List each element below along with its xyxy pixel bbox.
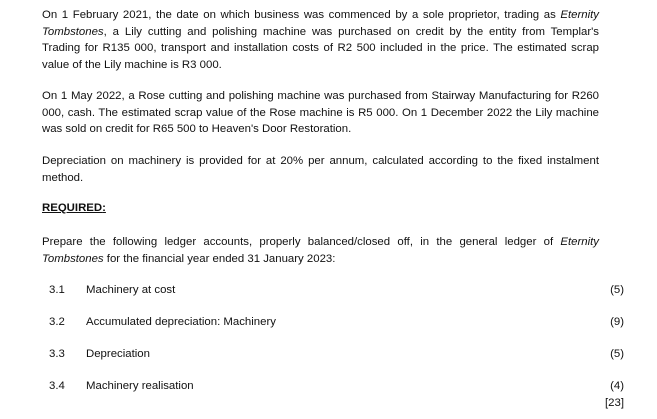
task-marks: (5) [610,284,624,296]
instruction-business-name: Eternity Tombstones [42,236,599,265]
depreciation-policy-paragraph: Depreciation on machinery is provided for at 20% per annum, calculated according to the fixed instalment method. [42,155,599,184]
task-marks: (5) [610,348,624,360]
task-item [0,348,657,364]
task-marks: (4) [610,380,624,392]
task-number: 3.1 [49,284,65,296]
task-label: Machinery at cost [86,284,176,296]
task-number: 3.4 [49,380,65,392]
total-marks: [23] [605,397,624,409]
scenario-paragraph-2: On 1 May 2022, a Rose cutting and polishing machine was purchased from Stairway Manufacturing for R260 000, cash. The estimated scrap value of the Rose machine is R5 000. On 1 December 2022 the Lily machine was sold on credit for R65 500 to Heaven's Door Restoration. [42,90,599,135]
instruction-text-end: for the financial year ended 31 January 2023: [103,252,336,265]
task-item [0,284,657,300]
p1-text-start: On 1 February 2021, the date on which business was commenced by a sole proprietor, trading as [42,9,561,21]
required-heading-text: REQUIRED [42,202,103,214]
task-item [0,316,657,332]
required-heading-colon: : [102,202,106,214]
business-name: Eternity Tombstones [42,9,599,38]
task-marks: (9) [610,316,624,328]
p1-text-end: , a Lily cutting and polishing machine was purchased on credit by the entity from Templar's Trading for R135 000, transport and installation costs of R2 500 included in the price. The estimated scrap value of the Lily machine is R3 000. [42,25,599,71]
instruction-text-start: Prepare the following ledger accounts, properly balanced/closed off, in the general ledger of [42,236,561,248]
required-heading [42,202,106,214]
task-label: Machinery realisation [86,380,194,392]
task-item [0,380,657,396]
task-number: 3.3 [49,348,65,360]
scenario-paragraph-1 [42,7,599,73]
task-label: Accumulated depreciation: Machinery [86,316,276,328]
task-label: Depreciation [86,348,150,360]
instruction-paragraph [42,234,599,267]
task-number: 3.2 [49,316,65,328]
